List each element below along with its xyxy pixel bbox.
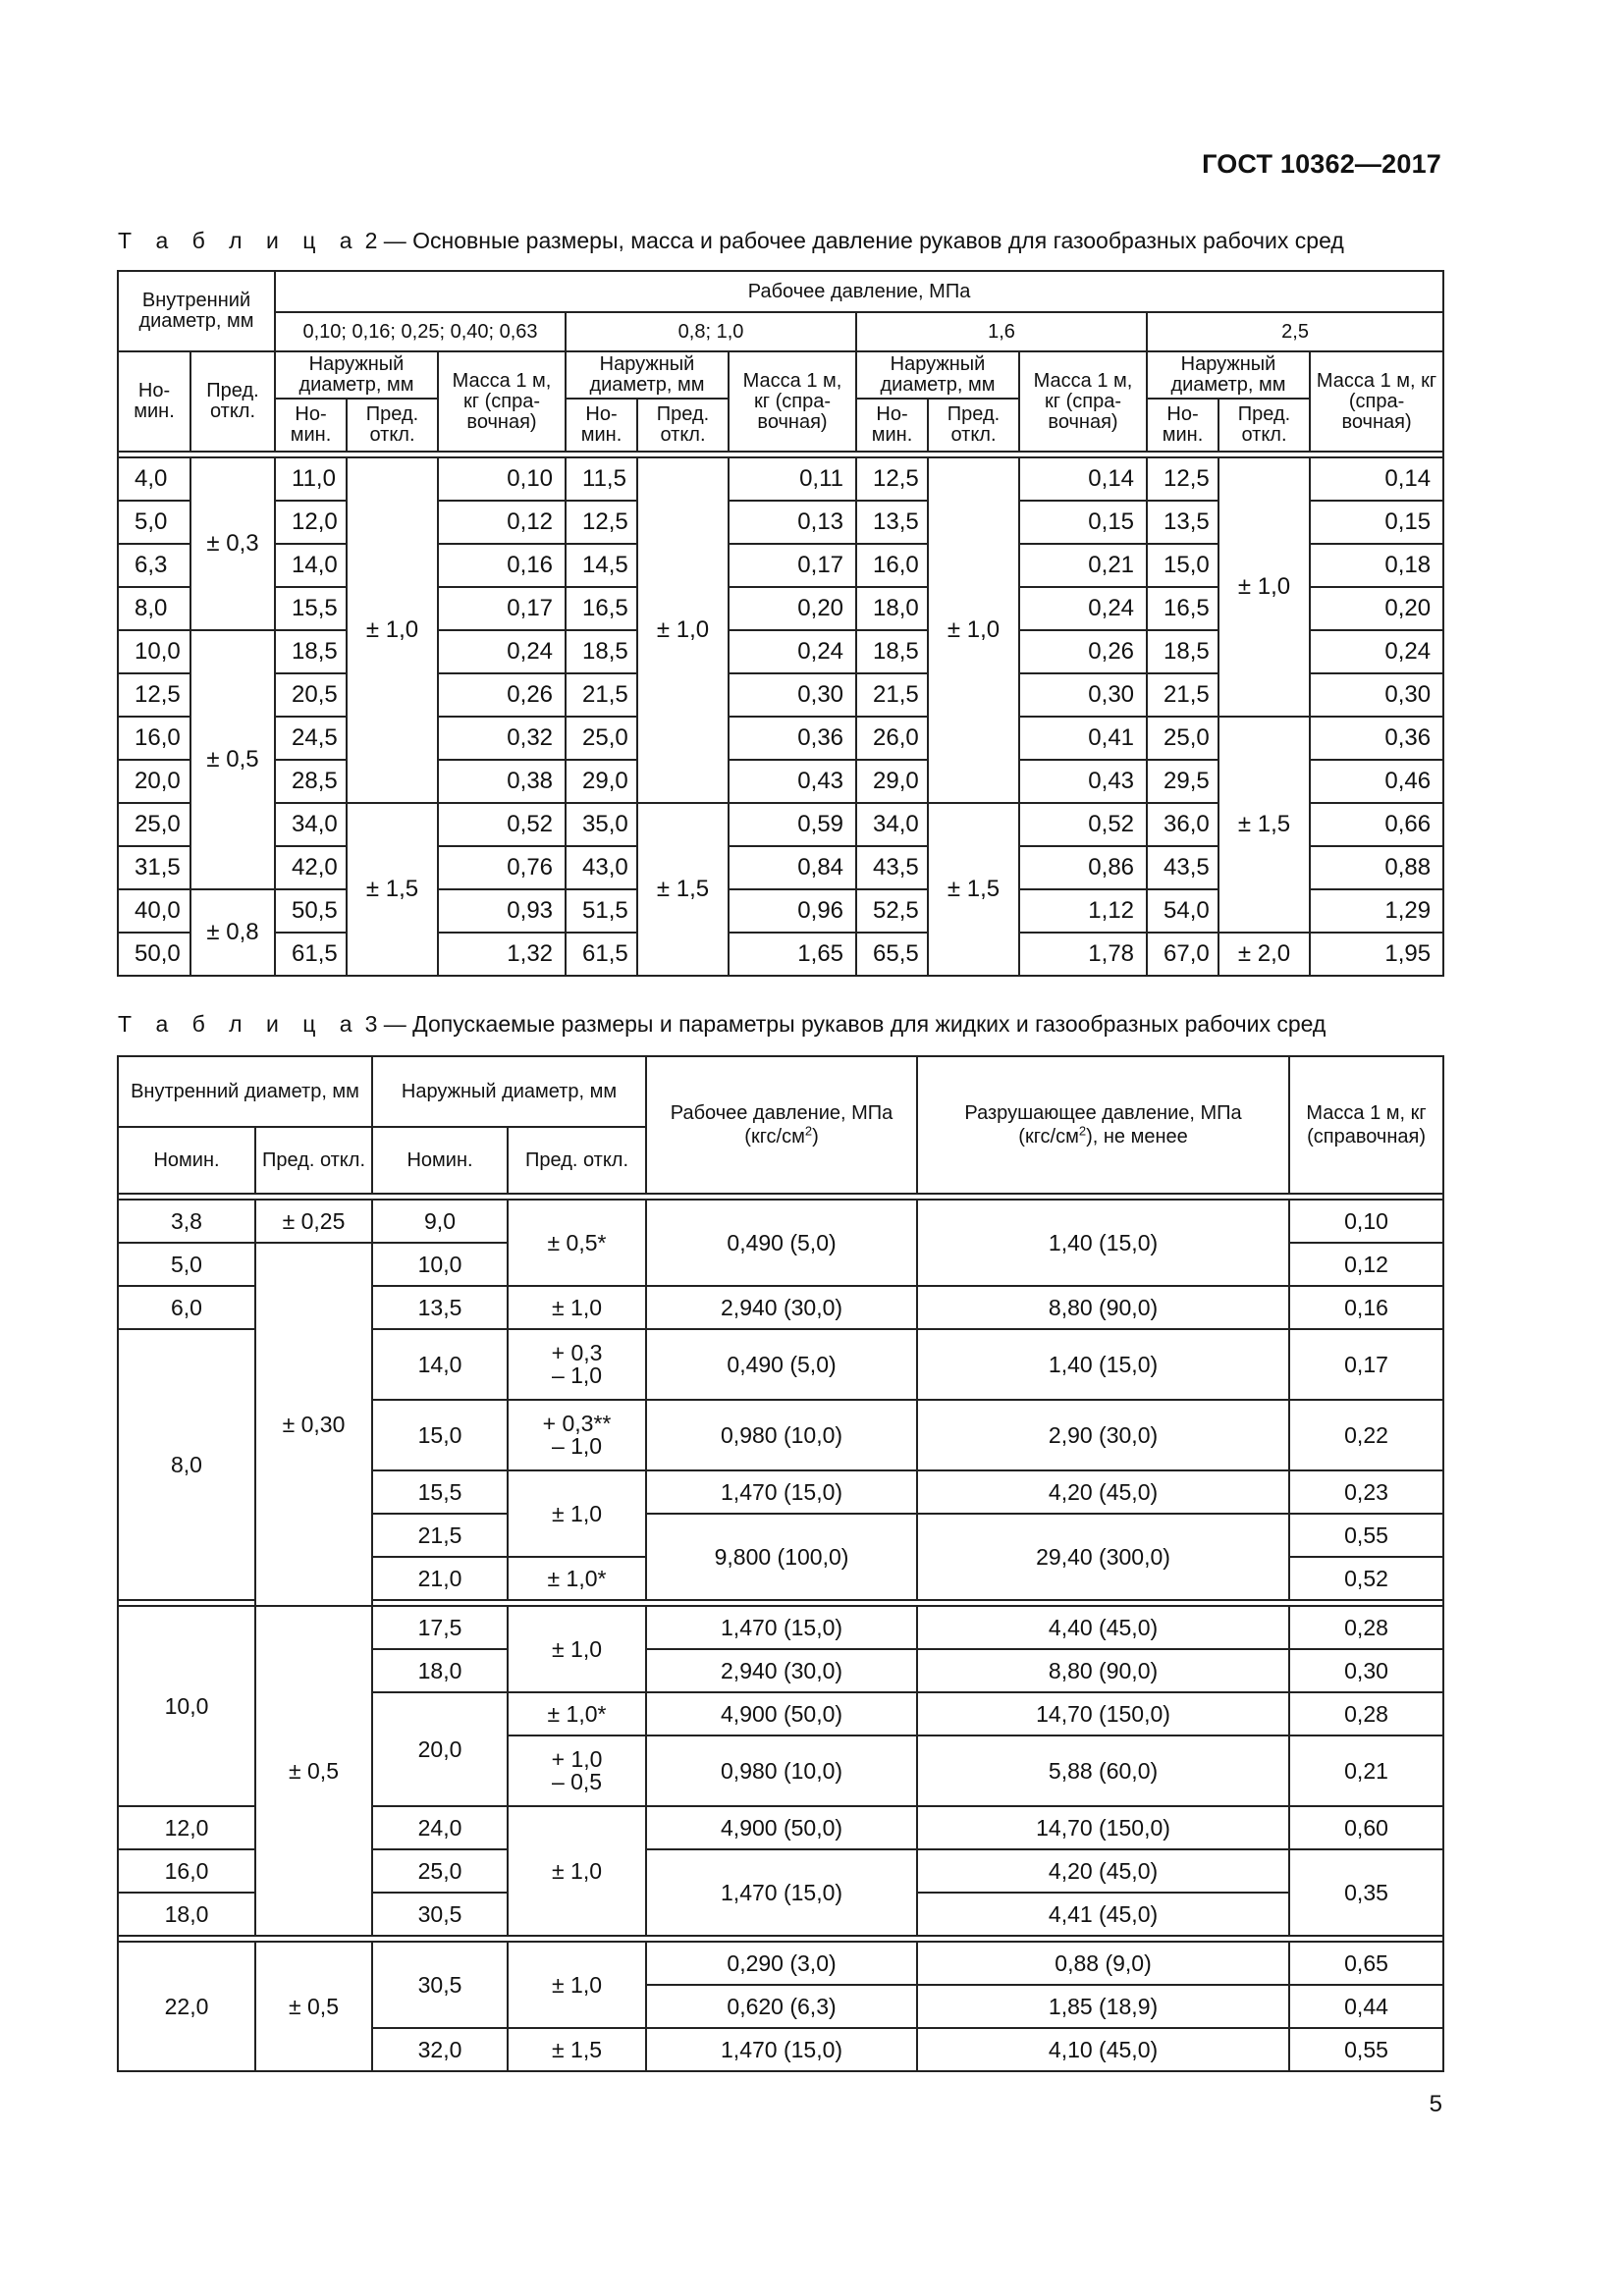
t2-outer-nom: 25,0 <box>566 717 637 760</box>
t2-outer-nom: 18,0 <box>856 587 928 630</box>
t3-outer-nom: 25,0 <box>372 1849 508 1893</box>
t2-outer-nom: 29,0 <box>566 760 637 803</box>
t2-mass: 0,43 <box>729 760 856 803</box>
t2-mass: 0,76 <box>438 846 566 889</box>
t3-mass: 0,52 <box>1289 1557 1443 1600</box>
t3-mass: 0,55 <box>1289 1514 1443 1557</box>
t2-outer-tol: ± 1,5 <box>637 803 729 976</box>
t3-working-pressure: 1,470 (15,0) <box>646 1849 917 1936</box>
table2-caption-label: Т а б л и ц а <box>118 228 361 253</box>
t2-inner-nom: 25,0 <box>118 803 190 846</box>
t3-inner-tol: ± 0,5 <box>255 1942 372 2071</box>
t3-mass: 0,28 <box>1289 1606 1443 1649</box>
t2-header-mass: Масса 1 м, кг (спра-вочная) <box>729 351 856 452</box>
table2-caption-text: 2 — Основные размеры, масса и рабочее давление рукавов для газообразных рабочих сред <box>364 228 1344 253</box>
t3-mass: 0,30 <box>1289 1649 1443 1692</box>
t3-inner-nom: 16,0 <box>118 1849 255 1893</box>
t2-outer-tol: ± 1,5 <box>928 803 1019 976</box>
t2-header-tol: Пред. откл. <box>190 351 275 452</box>
t2-outer-nom: 34,0 <box>275 803 347 846</box>
t2-row <box>118 717 1443 760</box>
t2-header-nom: Но-мин. <box>566 399 637 452</box>
t2-header-mass: Масса 1 м, кг (спра-вочная) <box>438 351 566 452</box>
t2-outer-nom: 51,5 <box>566 889 637 933</box>
t2-mass: 0,10 <box>438 457 566 501</box>
t2-outer-nom: 18,5 <box>856 630 928 673</box>
t3-mass: 0,60 <box>1289 1806 1443 1849</box>
t2-inner-nom: 10,0 <box>118 630 190 673</box>
t2-inner-tol: ± 0,3 <box>190 457 275 630</box>
t3-header-mass: Масса 1 м, кг (справочная) <box>1289 1056 1443 1194</box>
t2-outer-nom: 43,5 <box>856 846 928 889</box>
t2-pressure-group: 1,6 <box>856 312 1147 351</box>
t3-working-pressure: 0,980 (10,0) <box>646 1735 917 1806</box>
page-number: 5 <box>1429 2091 1442 2117</box>
t2-inner-nom: 12,5 <box>118 673 190 717</box>
t3-header-inner-diameter: Внутренний диаметр, мм <box>118 1056 372 1127</box>
t2-header-nom: Но-мин. <box>275 399 347 452</box>
t3-burst-pressure: 1,40 (15,0) <box>917 1329 1289 1400</box>
t3-header-outer-diameter: Наружный диаметр, мм <box>372 1056 646 1127</box>
t3-mass: 0,22 <box>1289 1400 1443 1470</box>
t3-outer-tol: ± 1,0 <box>508 1470 646 1557</box>
t3-burst-pressure: 1,85 (18,9) <box>917 1985 1289 2028</box>
table3 <box>117 1055 1444 2072</box>
t2-mass: 0,17 <box>438 587 566 630</box>
t2-mass: 0,88 <box>1310 846 1443 889</box>
t2-header-tol: Пред. откл. <box>347 399 438 452</box>
t3-burst-pressure: 4,20 (45,0) <box>917 1849 1289 1893</box>
t3-burst-pressure: 4,41 (45,0) <box>917 1893 1289 1936</box>
t2-outer-nom: 11,0 <box>275 457 347 501</box>
t2-outer-nom: 12,0 <box>275 501 347 544</box>
t3-outer-tol: ± 1,0 <box>508 1806 646 1936</box>
t3-working-pressure: 0,620 (6,3) <box>646 1985 917 2028</box>
t3-inner-tol: ± 0,25 <box>255 1200 372 1243</box>
t3-working-pressure: 9,800 (100,0) <box>646 1514 917 1600</box>
document-code-header: ГОСТ 10362—2017 <box>1202 149 1441 179</box>
t2-mass: 1,78 <box>1019 933 1147 976</box>
t2-outer-nom: 29,5 <box>1147 760 1218 803</box>
t3-outer-tol: + 1,0 – 0,5 <box>508 1735 646 1806</box>
t2-outer-nom: 52,5 <box>856 889 928 933</box>
t3-burst-pressure: 8,80 (90,0) <box>917 1286 1289 1329</box>
t2-header-outer-diameter: Наружный диаметр, мм <box>856 351 1019 399</box>
t3-outer-nom: 21,5 <box>372 1514 508 1557</box>
t2-outer-nom: 25,0 <box>1147 717 1218 760</box>
t3-mass: 0,10 <box>1289 1200 1443 1243</box>
t2-mass: 0,20 <box>1310 587 1443 630</box>
t3-outer-nom: 20,0 <box>372 1692 508 1806</box>
t2-mass: 0,24 <box>729 630 856 673</box>
t3-inner-nom: 10,0 <box>118 1606 255 1806</box>
t2-outer-nom: 12,5 <box>1147 457 1218 501</box>
t2-outer-nom: 67,0 <box>1147 933 1218 976</box>
t2-inner-nom: 5,0 <box>118 501 190 544</box>
t2-outer-tol: ± 1,5 <box>1218 717 1310 933</box>
t2-mass: 1,29 <box>1310 889 1443 933</box>
t2-outer-nom: 36,0 <box>1147 803 1218 846</box>
t2-mass: 0,13 <box>729 501 856 544</box>
t3-burst-pressure: 14,70 (150,0) <box>917 1692 1289 1735</box>
t3-inner-tol: ± 0,30 <box>255 1243 372 1606</box>
t2-pressure-group: 0,10; 0,16; 0,25; 0,40; 0,63 <box>275 312 566 351</box>
t2-outer-nom: 35,0 <box>566 803 637 846</box>
t2-mass: 0,24 <box>1019 587 1147 630</box>
t2-header-mass: Масса 1 м, кг (спра-вочная) <box>1019 351 1147 452</box>
t2-outer-tol: ± 2,0 <box>1218 933 1310 976</box>
t2-outer-nom: 14,5 <box>566 544 637 587</box>
t2-header-nom: Но-мин. <box>856 399 928 452</box>
t2-outer-nom: 61,5 <box>275 933 347 976</box>
t3-burst-pressure: 4,40 (45,0) <box>917 1606 1289 1649</box>
t2-outer-nom: 42,0 <box>275 846 347 889</box>
t2-mass: 0,14 <box>1310 457 1443 501</box>
t2-inner-nom: 6,3 <box>118 544 190 587</box>
t2-outer-nom: 21,5 <box>856 673 928 717</box>
t2-inner-nom: 40,0 <box>118 889 190 933</box>
t3-mass: 0,21 <box>1289 1735 1443 1806</box>
t2-outer-nom: 18,5 <box>1147 630 1218 673</box>
t2-header-tol: Пред. откл. <box>928 399 1019 452</box>
t2-outer-nom: 65,5 <box>856 933 928 976</box>
t2-header-outer-diameter: Наружный диаметр, мм <box>1147 351 1310 399</box>
t3-inner-nom: 6,0 <box>118 1286 255 1329</box>
t2-outer-tol: ± 1,5 <box>347 803 438 976</box>
t2-header-nom: Но-мин. <box>118 351 190 452</box>
t3-mass: 0,65 <box>1289 1942 1443 1985</box>
t2-mass: 0,30 <box>1019 673 1147 717</box>
t2-row <box>118 457 1443 501</box>
t2-outer-nom: 13,5 <box>856 501 928 544</box>
t2-mass: 0,66 <box>1310 803 1443 846</box>
t2-outer-nom: 21,5 <box>1147 673 1218 717</box>
t3-working-pressure: 1,470 (15,0) <box>646 1470 917 1514</box>
table2-caption <box>118 228 1344 254</box>
table3-caption <box>118 1011 1326 1038</box>
t3-outer-nom: 30,5 <box>372 1942 508 2028</box>
t2-outer-nom: 43,5 <box>1147 846 1218 889</box>
t2-outer-nom: 61,5 <box>566 933 637 976</box>
t3-outer-nom: 14,0 <box>372 1329 508 1400</box>
t2-mass: 0,26 <box>1019 630 1147 673</box>
t3-inner-nom: 12,0 <box>118 1806 255 1849</box>
t3-outer-nom: 21,0 <box>372 1557 508 1600</box>
t3-outer-nom: 9,0 <box>372 1200 508 1243</box>
t2-header-working-pressure: Рабочее давление, МПа <box>275 271 1443 312</box>
t2-mass: 0,93 <box>438 889 566 933</box>
t2-outer-nom: 26,0 <box>856 717 928 760</box>
t2-mass: 0,30 <box>729 673 856 717</box>
t2-mass: 0,16 <box>438 544 566 587</box>
t2-mass: 0,24 <box>1310 630 1443 673</box>
t3-working-pressure: 4,900 (50,0) <box>646 1806 917 1849</box>
t2-mass: 1,12 <box>1019 889 1147 933</box>
t2-mass: 0,12 <box>438 501 566 544</box>
t2-outer-nom: 16,5 <box>1147 587 1218 630</box>
t3-header-nom: Номин. <box>372 1127 508 1194</box>
t2-mass: 0,86 <box>1019 846 1147 889</box>
t2-mass: 0,46 <box>1310 760 1443 803</box>
t2-outer-tol: ± 1,0 <box>928 457 1019 803</box>
t2-outer-nom: 15,5 <box>275 587 347 630</box>
t2-header-mass: Масса 1 м, кг (спра-вочная) <box>1310 351 1443 452</box>
t3-header-working-pressure: Рабочее давление, МПа $(кгс/см^2)$ <box>646 1056 917 1194</box>
t3-mass: 0,23 <box>1289 1470 1443 1514</box>
t2-header-outer-diameter: Наружный диаметр, мм <box>566 351 729 399</box>
t2-mass: 0,59 <box>729 803 856 846</box>
t3-burst-pressure: 14,70 (150,0) <box>917 1806 1289 1849</box>
t2-mass: 0,30 <box>1310 673 1443 717</box>
t2-inner-nom: 50,0 <box>118 933 190 976</box>
table3-caption-label: Т а б л и ц а <box>118 1011 361 1037</box>
t3-burst-pressure: 4,20 (45,0) <box>917 1470 1289 1514</box>
t2-outer-nom: 29,0 <box>856 760 928 803</box>
t2-header-inner-diameter: Внутренний диаметр, мм <box>118 271 275 351</box>
t2-outer-nom: 14,0 <box>275 544 347 587</box>
table2 <box>117 270 1444 977</box>
t3-mass: 0,17 <box>1289 1329 1443 1400</box>
t2-mass: 0,15 <box>1019 501 1147 544</box>
t3-burst-pressure: 4,10 (45,0) <box>917 2028 1289 2071</box>
table3-caption-text: 3 — Допускаемые размеры и параметры рукавов для жидких и газообразных рабочих сред <box>364 1011 1326 1037</box>
t2-outer-nom: 20,5 <box>275 673 347 717</box>
t2-outer-nom: 54,0 <box>1147 889 1218 933</box>
t2-mass: 0,43 <box>1019 760 1147 803</box>
t3-working-pressure: 2,940 (30,0) <box>646 1286 917 1329</box>
t2-inner-nom: 16,0 <box>118 717 190 760</box>
t3-header-tol: Пред. откл. <box>255 1127 372 1194</box>
t2-header-tol: Пред. откл. <box>1218 399 1310 452</box>
t3-header-tol: Пред. откл. <box>508 1127 646 1194</box>
t3-outer-nom: 24,0 <box>372 1806 508 1849</box>
t3-outer-tol: ± 1,5 <box>508 2028 646 2071</box>
t3-inner-nom: 3,8 <box>118 1200 255 1243</box>
t3-working-pressure: 4,900 (50,0) <box>646 1692 917 1735</box>
t2-inner-nom: 31,5 <box>118 846 190 889</box>
t3-mass: 0,44 <box>1289 1985 1443 2028</box>
t2-body <box>118 457 1443 976</box>
t2-mass: 0,26 <box>438 673 566 717</box>
t2-mass: 0,20 <box>729 587 856 630</box>
t2-inner-nom: 20,0 <box>118 760 190 803</box>
t3-burst-pressure: 2,90 (30,0) <box>917 1400 1289 1470</box>
t2-mass: 0,17 <box>729 544 856 587</box>
t3-outer-nom: 17,5 <box>372 1606 508 1649</box>
t2-outer-tol: ± 1,0 <box>1218 457 1310 717</box>
t2-mass: 0,52 <box>1019 803 1147 846</box>
t2-mass: 0,36 <box>1310 717 1443 760</box>
t3-working-pressure: 1,470 (15,0) <box>646 1606 917 1649</box>
t2-outer-nom: 13,5 <box>1147 501 1218 544</box>
t2-outer-nom: 12,5 <box>566 501 637 544</box>
t2-outer-nom: 16,5 <box>566 587 637 630</box>
t2-mass: 1,95 <box>1310 933 1443 976</box>
t2-outer-tol: ± 1,0 <box>347 457 438 803</box>
t2-row <box>118 933 1443 976</box>
t3-inner-tol: ± 0,5 <box>255 1606 372 1936</box>
t3-burst-pressure: 5,88 (60,0) <box>917 1735 1289 1806</box>
t2-mass: 0,24 <box>438 630 566 673</box>
t3-outer-tol: ± 0,5* <box>508 1200 646 1286</box>
t2-outer-nom: 16,0 <box>856 544 928 587</box>
t2-mass: 0,41 <box>1019 717 1147 760</box>
t2-mass: 1,32 <box>438 933 566 976</box>
t3-mass: 0,35 <box>1289 1849 1443 1936</box>
t3-outer-nom: 13,5 <box>372 1286 508 1329</box>
t2-header-outer-diameter: Наружный диаметр, мм <box>275 351 438 399</box>
t3-outer-tol: + 0,3** – 1,0 <box>508 1400 646 1470</box>
t2-mass: 0,11 <box>729 457 856 501</box>
t3-inner-nom: 5,0 <box>118 1243 255 1286</box>
t3-working-pressure: 0,290 (3,0) <box>646 1942 917 1985</box>
t2-mass: 0,14 <box>1019 457 1147 501</box>
t3-outer-nom: 15,5 <box>372 1470 508 1514</box>
t3-inner-nom: 18,0 <box>118 1893 255 1936</box>
t3-outer-nom: 32,0 <box>372 2028 508 2071</box>
t2-outer-nom: 21,5 <box>566 673 637 717</box>
t2-outer-nom: 18,5 <box>275 630 347 673</box>
t3-outer-tol: ± 1,0 <box>508 1606 646 1692</box>
t3-outer-tol: ± 1,0 <box>508 1942 646 2028</box>
t2-mass: 0,36 <box>729 717 856 760</box>
t2-pressure-group: 2,5 <box>1147 312 1443 351</box>
t2-inner-nom: 4,0 <box>118 457 190 501</box>
t2-outer-nom: 34,0 <box>856 803 928 846</box>
t3-burst-pressure: 1,40 (15,0) <box>917 1200 1289 1286</box>
t2-header-nom: Но-мин. <box>1147 399 1218 452</box>
t2-outer-nom: 24,5 <box>275 717 347 760</box>
t3-burst-pressure: 8,80 (90,0) <box>917 1649 1289 1692</box>
t3-outer-tol: ± 1,0* <box>508 1692 646 1735</box>
t3-mass: 0,28 <box>1289 1692 1443 1735</box>
t3-working-pressure: 0,490 (5,0) <box>646 1200 917 1286</box>
t3-working-pressure: 1,470 (15,0) <box>646 2028 917 2071</box>
t2-inner-tol: ± 0,8 <box>190 889 275 976</box>
t2-mass: 1,65 <box>729 933 856 976</box>
t2-mass: 0,32 <box>438 717 566 760</box>
t2-outer-nom: 12,5 <box>856 457 928 501</box>
t3-outer-nom: 18,0 <box>372 1649 508 1692</box>
t3-inner-nom: 8,0 <box>118 1329 255 1600</box>
t2-mass: 0,18 <box>1310 544 1443 587</box>
t2-outer-nom: 50,5 <box>275 889 347 933</box>
t3-mass: 0,55 <box>1289 2028 1443 2071</box>
t2-outer-nom: 15,0 <box>1147 544 1218 587</box>
t3-outer-nom: 10,0 <box>372 1243 508 1286</box>
t3-working-pressure: 2,940 (30,0) <box>646 1649 917 1692</box>
t2-mass: 0,52 <box>438 803 566 846</box>
t3-burst-pressure: 0,88 (9,0) <box>917 1942 1289 1985</box>
t2-header-tol: Пред. откл. <box>637 399 729 452</box>
t3-inner-nom: 22,0 <box>118 1942 255 2071</box>
t3-outer-tol: ± 1,0* <box>508 1557 646 1600</box>
t2-mass: 0,38 <box>438 760 566 803</box>
t2-inner-nom: 8,0 <box>118 587 190 630</box>
t3-outer-tol: ± 1,0 <box>508 1286 646 1329</box>
t2-outer-tol: ± 1,0 <box>637 457 729 803</box>
t2-outer-nom: 28,5 <box>275 760 347 803</box>
t3-mass: 0,12 <box>1289 1243 1443 1286</box>
t3-burst-pressure: 29,40 (300,0) <box>917 1514 1289 1600</box>
t2-inner-tol: ± 0,5 <box>190 630 275 889</box>
t3-working-pressure: 0,980 (10,0) <box>646 1400 917 1470</box>
t2-mass: 0,15 <box>1310 501 1443 544</box>
t3-outer-nom: 15,0 <box>372 1400 508 1470</box>
t2-mass: 0,21 <box>1019 544 1147 587</box>
t2-outer-nom: 18,5 <box>566 630 637 673</box>
t2-outer-nom: 11,5 <box>566 457 637 501</box>
t3-working-pressure: 0,490 (5,0) <box>646 1329 917 1400</box>
t2-mass: 0,96 <box>729 889 856 933</box>
t2-pressure-group: 0,8; 1,0 <box>566 312 856 351</box>
t2-outer-nom: 43,0 <box>566 846 637 889</box>
t3-outer-tol: + 0,3 – 1,0 <box>508 1329 646 1400</box>
t2-mass: 0,84 <box>729 846 856 889</box>
t3-header-burst-pressure: Разрушающее давление, МПа $(кгс/см^2)$, не менее <box>917 1056 1289 1194</box>
t3-mass: 0,16 <box>1289 1286 1443 1329</box>
t3-header-nom: Номин. <box>118 1127 255 1194</box>
t3-outer-nom: 30,5 <box>372 1893 508 1936</box>
